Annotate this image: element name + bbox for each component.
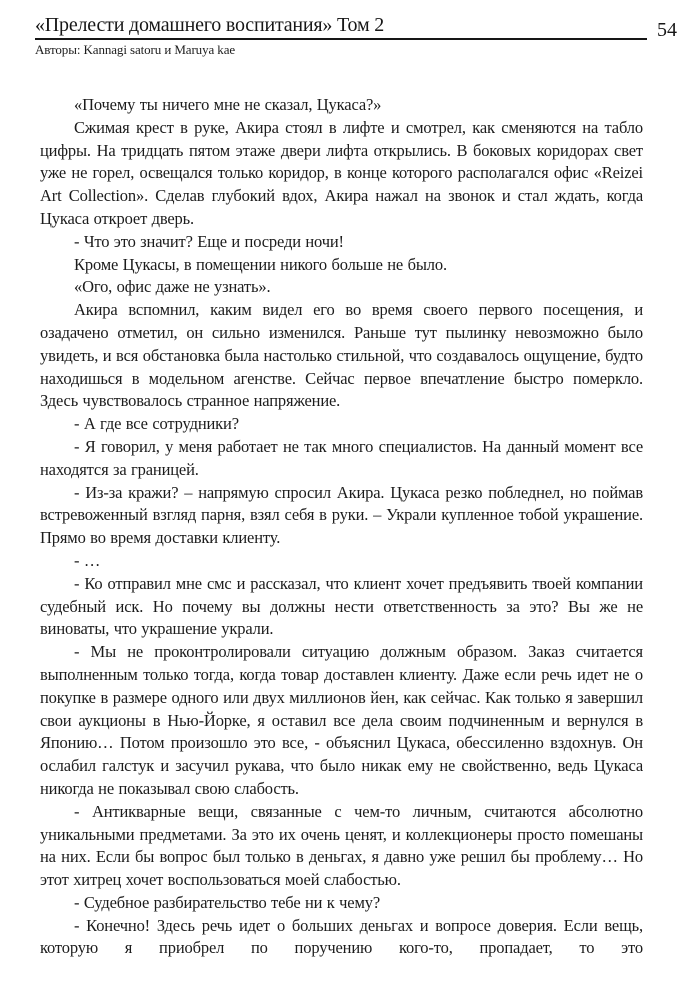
paragraph: - … [74,550,101,570]
header-title-row [35,14,677,40]
paragraph: Сжимая крест в руке, Акира стоял в лифте и смотрел, как сменяются на табло цифры. На тридцать пятом этаже двери лифта открылись. В боковых коридорах свет уже не горел, освещался только коридор, в конце которого располагался офис «Reizei Art Collection». Сделав глубокий вдох, Акира нажал на звонок и стал ждать, когда Цукаса откроет дверь. [40,117,643,228]
page-number: 54 [657,19,677,41]
paragraph: - Из-за кражи? – напрямую спросил Акира. Цукаса резко побледнел, но поймав встревоженный взгляд парня, взял себя в руки. – Украли купленное тобой украшение. Прямо во время доставки клиенту. [40,482,643,548]
paragraph: - Антикварные вещи, связанные с чем-то личным, считаются абсолютно уникальными предметами. За это их очень ценят, и коллекционеры просто помешаны на них. Если бы вопрос был только в деньгах, я давно уже решил бы проблему… Но этот хитрец хочет воспользоваться моей слабостью. [40,801,643,890]
document-title: «Прелести домашнего воспитания» Том 2 [35,14,385,36]
paragraph: Акира вспомнил, каким видел его во время своего первого посещения, и озадачено отметил, он сильно изменился. Раньше тут пылинку невозможно было увидеть, и вся обстановка была настолько стильной, что создавалось ощущение, будто находишься в модельном агенстве. Сейчас первое впечатление быстро померкло. Здесь чувствовалось странное напряжение. [40,300,643,411]
paragraph: - Ко отправил мне смс и рассказал, что клиент хочет предъявить твоей компании судебный иск. Но почему вы должны нести ответственность за это? Вы же не виноваты, что украшение украли. [40,573,643,639]
authors-line: Авторы: Kannagi satoru и Maruya kae [35,42,236,57]
paragraph: «Ого, офис даже не узнать». [74,277,271,297]
paragraph: - Конечно! Здесь речь идет о больших деньгах и вопросе доверия. Если вещь, которую я приобрел по поручению кого-то, пропадает, то это [40,915,643,958]
paragraph: - А где все сотрудники? [74,414,239,434]
paragraph: - Я говорил, у меня работает не так много специалистов. На данный момент все находятся за границей. [40,436,643,479]
page-header [35,14,677,58]
paragraph: Кроме Цукасы, в помещении никого больше не было. [74,254,447,274]
title-underline [35,14,647,40]
page-body [40,94,643,960]
paragraph: - Судебное разбирательство тебе ни к чему? [74,892,381,912]
paragraph: - Что это значит? Еще и посреди ночи! [74,231,344,251]
paragraph: «Почему ты ничего мне не сказал, Цукаса?» [74,95,382,114]
paragraph: - Мы не проконтролировали ситуацию должным образом. Заказ считается выполненным только тогда, когда товар доставлен клиенту. Даже если речь идет не о покупке в размере одного или двух миллионов йен, как сейчас. Как только я завершил свои аукционы в Нью-Йорке, я оставил все дела своим подчиненным и вернулся в Японию… Потом произошло это все, - объяснил Цукаса, обессиленно вздохнув. Он ослабил галстук и засучил рукава, что было никак ему не свойственно, ведь Цукаса никогда не показывал свою слабость. [40,642,643,798]
